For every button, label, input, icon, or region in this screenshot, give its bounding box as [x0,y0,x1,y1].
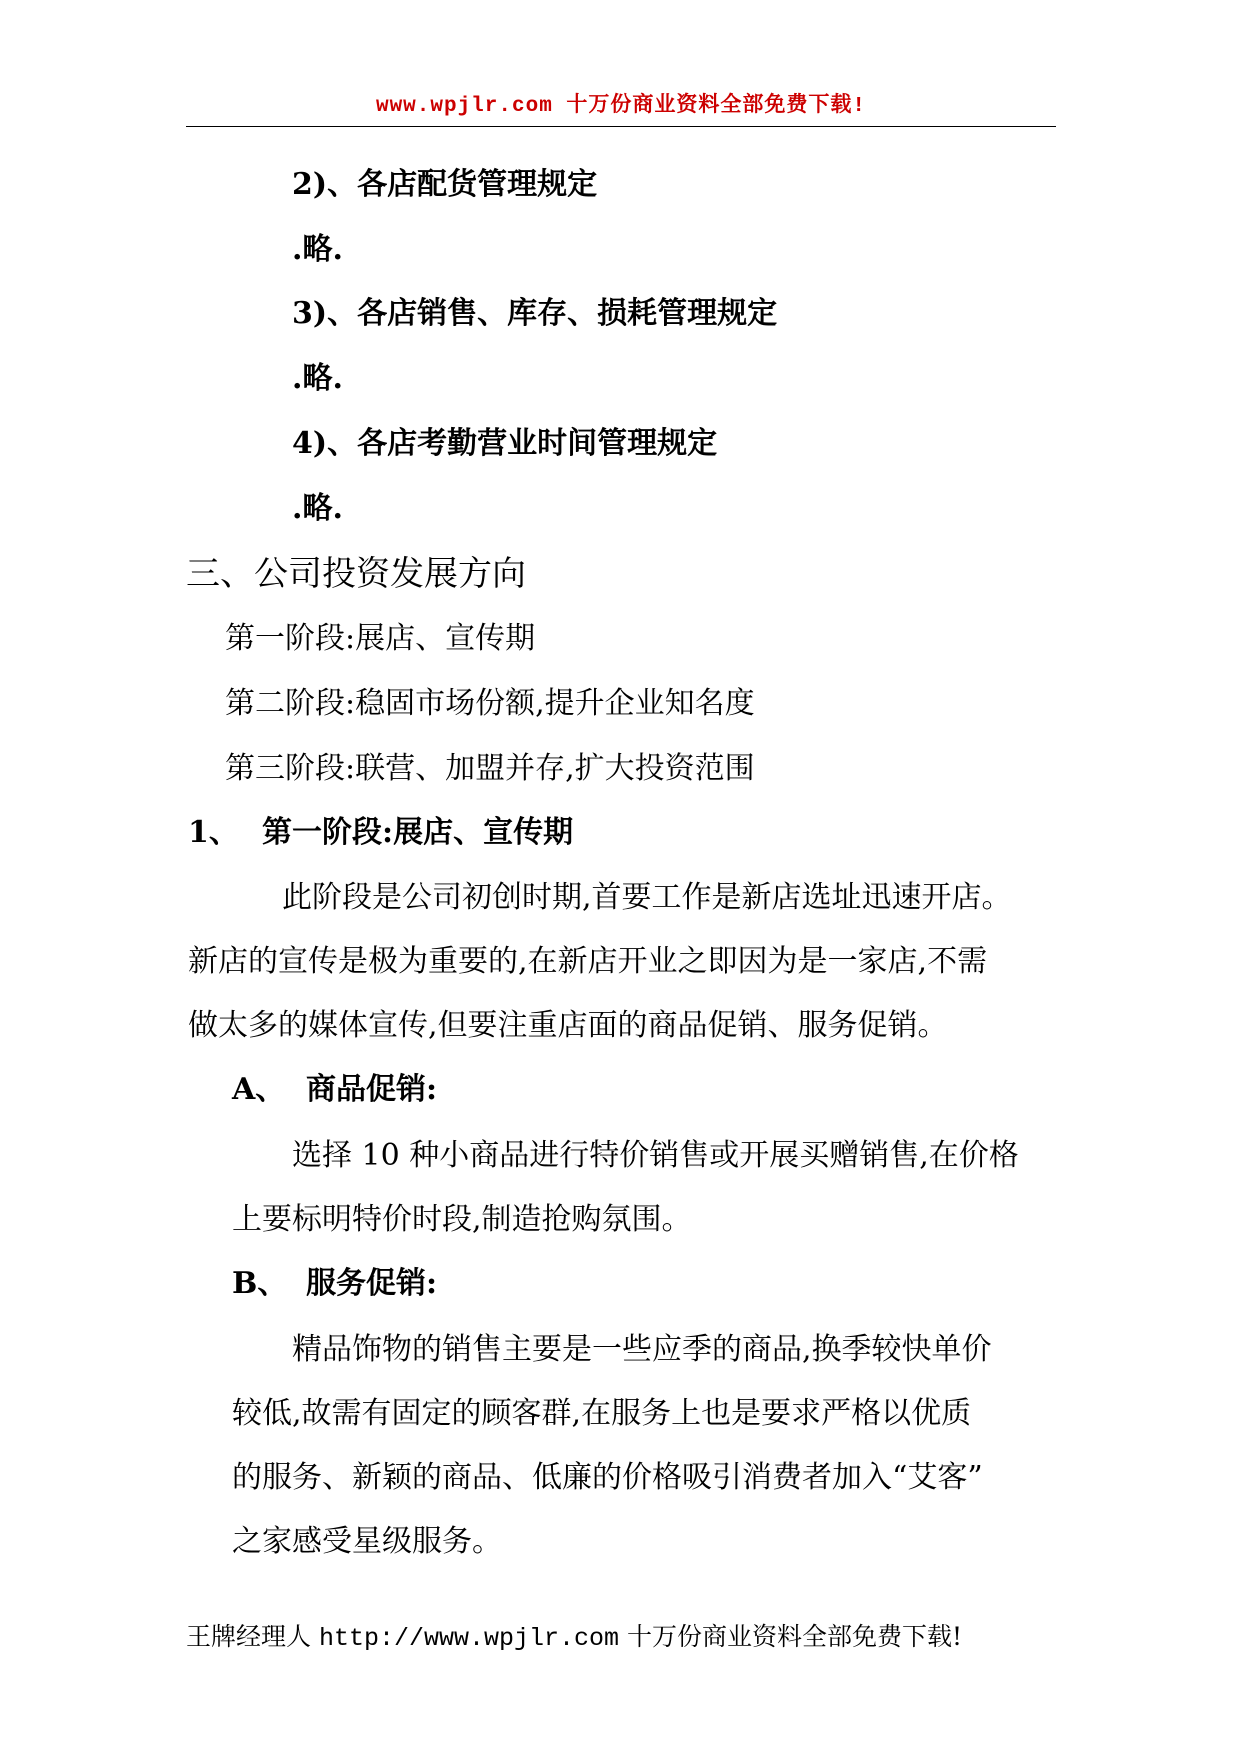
para1-line2: 新店的宣传是极为重要的,在新店开业之即因为是一家店,不需 [188,944,988,979]
item2-title: 2)、各店配货管理规定 [292,167,598,202]
item2-note: .略. [292,232,343,267]
stage2-text: 第二阶段:稳固市场份额,提升企业知名度 [225,686,755,721]
sub1-number: 1、 [188,815,239,850]
item4-title: 4)、各店考勤营业时间管理规定 [292,426,718,461]
section3-title: 三、公司投资发展方向 [186,554,526,594]
page-footer [186,1622,1056,1654]
paraB-line1: 精品饰物的销售主要是一些应季的商品,换季较快单价 [292,1332,992,1367]
header-divider [186,126,1056,127]
subB-heading [232,1266,437,1302]
paraB-line4: 之家感受星级服务。 [232,1524,502,1559]
paraA-line2: 上要标明特价时段,制造抢购氛围。 [232,1202,692,1237]
item3-note: .略. [292,361,343,396]
item4-note: .略. [292,491,343,526]
header-slogan: 十万份商业资料全部免费下载! [566,95,867,118]
paraB-line3: 的服务、新颖的商品、低廉的价格吸引消费者加入“艾客” [232,1460,983,1495]
paraA-line1: 选择 10 种小商品进行特价销售或开展买赠销售,在价格 [292,1138,1019,1173]
para1-line1: 此阶段是公司初创时期,首要工作是新店选址迅速开店。 [282,880,1012,915]
sub1-title: 第一阶段:展店、宣传期 [262,815,574,850]
sub1-heading [188,815,573,851]
footer-slogan: 十万份商业资料全部免费下载! [626,1622,963,1651]
subB-title: 服务促销: [306,1266,438,1301]
page-header [186,88,1056,118]
subA-title: 商品促销: [306,1072,438,1107]
stage3-text: 第三阶段:联营、加盟并存,扩大投资范围 [225,751,755,786]
stage1-text: 第一阶段:展店、宣传期 [225,621,536,656]
subA-label: A、 [232,1072,286,1107]
para1-line3: 做太多的媒体宣传,但要注重店面的商品促销、服务促销。 [188,1008,948,1043]
footer-url[interactable]: http://www.wpjlr.com [318,1624,620,1653]
header-url[interactable]: www.wpjlr.com [375,95,553,118]
paraB-line2: 较低,故需有固定的顾客群,在服务上也是要求严格以优质 [232,1396,972,1431]
subA-heading [232,1072,437,1108]
item3-title: 3)、各店销售、库存、损耗管理规定 [292,296,778,331]
subB-label: B、 [232,1266,288,1301]
footer-brand: 王牌经理人 [186,1622,312,1651]
